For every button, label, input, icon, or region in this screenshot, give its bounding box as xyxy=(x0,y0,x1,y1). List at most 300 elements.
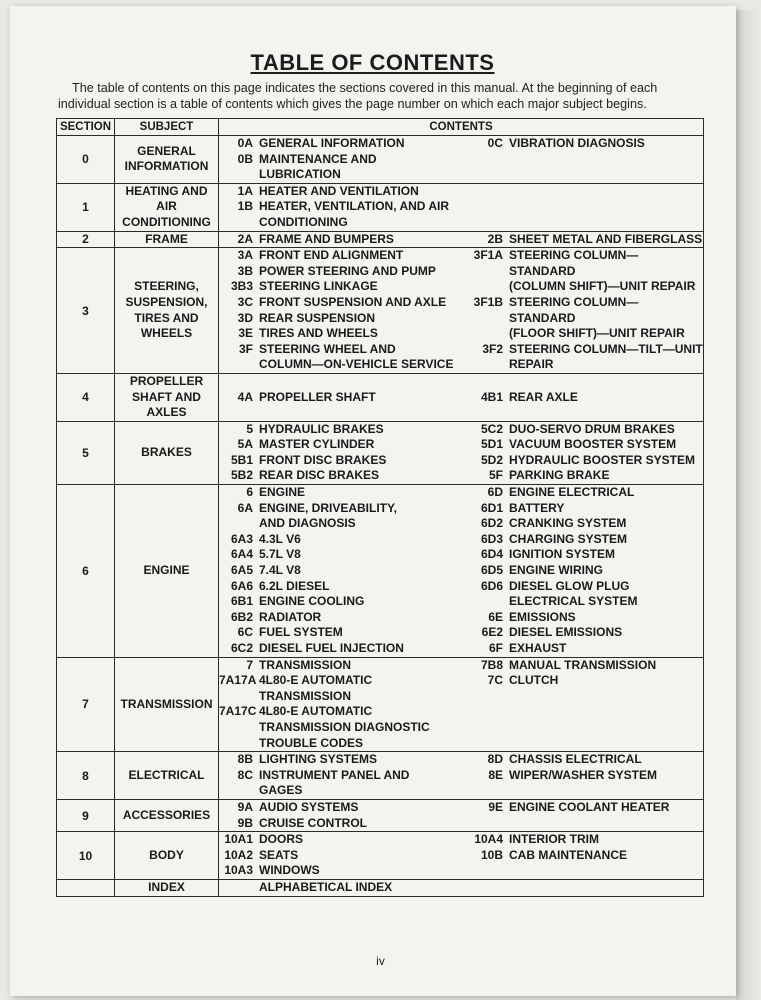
entry-title-line: STEERING COLUMN—STANDARD xyxy=(509,294,639,325)
entry-title-line: CHARGING SYSTEM xyxy=(509,531,628,546)
list-item xyxy=(463,547,703,563)
entry-title xyxy=(259,563,463,579)
list-item xyxy=(219,547,463,563)
list-item xyxy=(219,594,463,610)
entry-title-line: (COLUMN SHIFT)—UNIT REPAIR xyxy=(509,279,696,294)
contents-column-left xyxy=(219,485,463,657)
table-header-row xyxy=(57,119,704,136)
list-item xyxy=(219,279,463,295)
entry-title-line: CLUTCH xyxy=(509,673,559,688)
subject-line: PROPELLER xyxy=(129,373,204,388)
entry-title xyxy=(259,863,463,879)
entry-code: 9B xyxy=(237,815,253,830)
entry-code: 3D xyxy=(237,310,253,325)
contents-columns xyxy=(219,232,703,248)
entry-title-line: DIESEL FUEL INJECTION xyxy=(259,641,404,655)
list-item xyxy=(463,563,703,579)
list-item xyxy=(463,453,703,469)
entry-title xyxy=(509,390,703,406)
entry-title xyxy=(509,752,703,768)
section-subject xyxy=(115,752,219,800)
section-subject xyxy=(115,373,219,421)
list-item xyxy=(463,501,703,517)
entry-title-line: GENERAL INFORMATION xyxy=(259,136,405,150)
list-item xyxy=(219,152,463,183)
list-item xyxy=(463,641,703,657)
list-item xyxy=(219,184,463,200)
section-contents xyxy=(219,373,704,421)
entry-title-line: 4.3L V6 xyxy=(259,531,301,546)
section-number xyxy=(57,879,115,896)
subject-line: SUSPENSION, xyxy=(125,294,208,309)
entry-title xyxy=(259,136,463,152)
entry-code: 8D xyxy=(487,752,503,767)
contents-column-left xyxy=(219,752,463,799)
section-contents xyxy=(219,879,704,896)
entry-title-line: INSTRUMENT PANEL AND xyxy=(259,767,410,782)
entry-title-line: 4L80-E AUTOMATIC xyxy=(259,673,373,688)
section-contents xyxy=(219,421,704,484)
entry-title xyxy=(509,579,703,610)
entry-title xyxy=(259,752,463,768)
entry-title-line: AUDIO SYSTEMS xyxy=(259,799,359,814)
entry-title-line: DIESEL EMISSIONS xyxy=(509,625,623,640)
contents-column-left xyxy=(219,184,463,231)
intro-line-2: individual section is a table of contents which gives the page number on which each major subject begins. xyxy=(58,97,647,111)
entry-title-line: ENGINE COOLING xyxy=(259,594,365,609)
entry-title xyxy=(259,641,463,657)
contents-column-right xyxy=(463,248,703,373)
subject-line: ENGINE xyxy=(143,563,190,578)
entry-code: 6A6 xyxy=(230,578,253,593)
list-item xyxy=(463,768,703,784)
contents-column-left xyxy=(219,248,463,373)
entry-code: 3E xyxy=(238,326,253,341)
list-item xyxy=(219,295,463,311)
entry-title-line: LIGHTING SYSTEMS xyxy=(259,752,378,767)
section-number: 1 xyxy=(57,183,115,231)
entry-title-line: SHEET METAL AND FIBERGLASS xyxy=(509,231,703,246)
entry-title xyxy=(259,832,463,848)
list-item xyxy=(219,673,463,704)
entry-title xyxy=(259,279,463,295)
entry-code: 10A3 xyxy=(224,863,253,878)
table-row xyxy=(57,136,704,184)
contents-column-right xyxy=(463,232,703,248)
table-row xyxy=(57,421,704,484)
contents-columns xyxy=(219,422,703,484)
table-row xyxy=(57,183,704,231)
table-row xyxy=(57,752,704,800)
entry-code: 9E xyxy=(488,799,503,814)
section-contents xyxy=(219,136,704,184)
section-contents xyxy=(219,231,704,248)
entry-title-line: COLUMN—ON-VEHICLE SERVICE xyxy=(259,357,454,372)
entry-title xyxy=(259,625,463,641)
list-item xyxy=(219,199,463,230)
entry-title-line: REAR AXLE xyxy=(509,389,578,404)
subject-line: CONDITIONING xyxy=(122,214,211,229)
entry-code: 8B xyxy=(237,752,253,767)
contents-column-right xyxy=(463,658,703,752)
entry-code: 6A4 xyxy=(230,547,253,562)
entry-code: 6F xyxy=(488,641,503,655)
entry-code: 5D1 xyxy=(480,437,503,452)
list-item xyxy=(463,848,703,864)
entry-code: 5D2 xyxy=(480,452,503,467)
entry-title-line: CONDITIONING xyxy=(259,214,348,229)
contents-column-left xyxy=(219,390,463,406)
entry-title-line: TRANSMISSION xyxy=(259,657,352,672)
entry-title-line: TIRES AND WHEELS xyxy=(259,326,378,341)
entry-code: 5F xyxy=(488,468,503,483)
list-item xyxy=(219,579,463,595)
section-number: 10 xyxy=(57,832,115,880)
entry-title xyxy=(259,610,463,626)
entry-title xyxy=(509,832,703,848)
section-number: 7 xyxy=(57,657,115,752)
entry-code: 7B8 xyxy=(480,657,503,672)
subject-line: INFORMATION xyxy=(124,159,209,174)
section-subject xyxy=(115,485,219,658)
list-item xyxy=(463,468,703,484)
list-item xyxy=(219,863,463,879)
entry-title xyxy=(259,880,463,896)
entry-title-line: ENGINE COOLANT HEATER xyxy=(509,799,670,814)
entry-title-line: CHASSIS ELECTRICAL xyxy=(509,752,642,767)
entry-title xyxy=(259,453,463,469)
section-subject xyxy=(115,421,219,484)
entry-code: 6A xyxy=(237,500,253,515)
header-contents: CONTENTS xyxy=(219,119,704,136)
contents-column-right xyxy=(463,832,703,879)
entry-title-line: LUBRICATION xyxy=(259,167,341,182)
entry-title xyxy=(509,673,703,689)
list-item xyxy=(463,625,703,641)
section-subject xyxy=(115,136,219,184)
list-item xyxy=(219,311,463,327)
entry-title-line: MAINTENANCE AND xyxy=(259,151,377,166)
entry-title-line: AND DIAGNOSIS xyxy=(259,516,356,531)
entry-code: 3A xyxy=(237,248,253,263)
entry-code: 3F1A xyxy=(473,248,503,263)
section-subject xyxy=(115,183,219,231)
section-contents xyxy=(219,183,704,231)
entry-title-line: 6.2L DIESEL xyxy=(259,578,330,593)
list-item xyxy=(463,422,703,438)
entry-code: 6A5 xyxy=(230,563,253,578)
entry-title xyxy=(509,610,703,626)
entry-title xyxy=(509,136,703,152)
entry-code xyxy=(219,880,259,896)
entry-code: 5 xyxy=(246,421,253,436)
entry-title xyxy=(509,437,703,453)
entry-title xyxy=(259,468,463,484)
section-subject xyxy=(115,879,219,896)
entry-title xyxy=(259,295,463,311)
list-item xyxy=(463,579,703,610)
entry-title xyxy=(259,547,463,563)
entry-title-line: MASTER CYLINDER xyxy=(259,437,375,452)
entry-title-line: TRANSMISSION DIAGNOSTIC xyxy=(259,719,430,734)
entry-code: 10A1 xyxy=(224,832,253,847)
entry-title xyxy=(509,547,703,563)
page-number: iv xyxy=(376,954,385,968)
entry-title-line: (FLOOR SHIFT)—UNIT REPAIR xyxy=(509,326,685,341)
entry-title xyxy=(259,704,463,751)
page-edge-shadow xyxy=(736,10,761,1000)
contents-column-left xyxy=(219,422,463,484)
table-row xyxy=(57,832,704,880)
entry-code: 6D1 xyxy=(480,500,503,515)
entry-code: 10A2 xyxy=(224,847,253,862)
entry-title-line: 7.4L V8 xyxy=(259,563,301,578)
list-item xyxy=(463,295,703,342)
page-title: TABLE OF CONTENTS xyxy=(250,50,495,75)
entry-title-line: DUO-SERVO DRUM BRAKES xyxy=(509,421,675,436)
intro-line-1: The table of contents on this page indicates the sections covered in this manual. At the beginning of each xyxy=(72,81,658,95)
subject-line: BRAKES xyxy=(141,445,192,460)
contents-column-right xyxy=(463,390,703,406)
entry-code: 3F xyxy=(238,341,253,356)
entry-title xyxy=(259,422,463,438)
list-item xyxy=(463,752,703,768)
list-item xyxy=(463,232,703,248)
list-item xyxy=(219,501,463,532)
table-row xyxy=(57,657,704,752)
list-item xyxy=(219,768,463,799)
entry-title-line: FRONT SUSPENSION AND AXLE xyxy=(259,294,447,309)
entry-title-line: CRANKING SYSTEM xyxy=(509,516,627,531)
entry-code: 6 xyxy=(246,485,253,500)
list-item xyxy=(463,832,703,848)
list-item xyxy=(219,485,463,501)
list-item xyxy=(219,453,463,469)
list-item xyxy=(219,610,463,626)
intro-paragraph xyxy=(58,80,708,112)
entry-title-line: INTERIOR TRIM xyxy=(509,832,599,847)
entry-title-line: STEERING WHEEL AND xyxy=(259,341,396,356)
entry-title-line: REAR DISC BRAKES xyxy=(259,468,380,483)
entry-code: 0A xyxy=(237,136,253,150)
contents-columns xyxy=(219,752,703,799)
entry-title-line: HEATER, VENTILATION, AND AIR xyxy=(259,199,449,214)
subject-line: AXLES xyxy=(146,405,187,420)
entry-title-line: BATTERY xyxy=(509,500,565,515)
section-contents xyxy=(219,485,704,658)
entry-code: 6E2 xyxy=(481,625,503,640)
entry-title-line: FRONT DISC BRAKES xyxy=(259,452,387,467)
list-item xyxy=(463,248,703,295)
contents-column-left xyxy=(219,136,463,183)
subject-line: AIR xyxy=(156,199,177,214)
section-contents xyxy=(219,752,704,800)
entry-title xyxy=(259,311,463,327)
entry-title-line: ELECTRICAL SYSTEM xyxy=(509,594,638,609)
list-item xyxy=(219,264,463,280)
entry-title xyxy=(509,422,703,438)
contents-column-left xyxy=(219,232,463,248)
entry-title-line: STEERING COLUMN—TILT—UNIT xyxy=(509,341,703,356)
list-item xyxy=(219,832,463,848)
entry-title xyxy=(259,768,463,799)
entry-code: 6E xyxy=(488,609,503,624)
entry-title-line: EXHAUST xyxy=(509,641,567,655)
entry-title xyxy=(509,295,703,342)
section-contents xyxy=(219,657,704,752)
entry-title-line: CRUISE CONTROL xyxy=(259,815,367,830)
table-row xyxy=(57,799,704,831)
section-subject xyxy=(115,799,219,831)
entry-title-line: 5.7L V8 xyxy=(259,547,301,562)
entry-title-line: VIBRATION DIAGNOSIS xyxy=(509,136,645,150)
list-item xyxy=(463,800,703,816)
entry-title xyxy=(259,816,463,832)
entry-title-line: WINDOWS xyxy=(259,863,320,878)
entry-title xyxy=(259,326,463,342)
entry-title-line: PROPELLER SHAFT xyxy=(259,389,376,404)
entry-code: 7A17A xyxy=(219,673,257,688)
contents-columns xyxy=(219,880,703,896)
contents-column-left xyxy=(219,832,463,879)
contents-column-right xyxy=(463,422,703,484)
list-item xyxy=(219,752,463,768)
subject-line: TRANSMISSION xyxy=(120,696,213,711)
contents-columns xyxy=(219,136,703,183)
contents-columns xyxy=(219,248,703,373)
subject-line: INDEX xyxy=(148,879,185,894)
entry-title xyxy=(509,532,703,548)
section-contents xyxy=(219,248,704,374)
list-item xyxy=(463,390,703,406)
entry-title xyxy=(509,516,703,532)
contents-column-right xyxy=(463,800,703,831)
section-number: 0 xyxy=(57,136,115,184)
section-number: 6 xyxy=(57,485,115,658)
list-item xyxy=(219,625,463,641)
entry-title-line: ENGINE ELECTRICAL xyxy=(509,485,635,500)
entry-title xyxy=(259,342,463,373)
entry-code: 6D3 xyxy=(480,531,503,546)
list-item xyxy=(219,342,463,373)
entry-title-line: PARKING BRAKE xyxy=(509,468,610,483)
entry-title xyxy=(259,673,463,704)
entry-title-line: ENGINE, DRIVEABILITY, xyxy=(259,500,398,515)
entry-code: 6D5 xyxy=(480,563,503,578)
entry-title-line: WIPER/WASHER SYSTEM xyxy=(509,767,658,782)
entry-code: 8C xyxy=(237,767,253,782)
list-item xyxy=(219,468,463,484)
entry-code: 6C2 xyxy=(230,641,253,655)
entry-code: 5A xyxy=(237,437,253,452)
contents-column-right xyxy=(463,485,703,657)
entry-title xyxy=(259,501,463,532)
entry-title xyxy=(509,625,703,641)
section-number: 8 xyxy=(57,752,115,800)
list-item xyxy=(219,800,463,816)
entry-code: 2A xyxy=(237,231,253,246)
entry-title xyxy=(259,848,463,864)
subject-line: WHEELS xyxy=(140,326,193,341)
subject-line: ELECTRICAL xyxy=(128,767,205,782)
contents-columns xyxy=(219,800,703,831)
list-item xyxy=(219,880,463,896)
table-row xyxy=(57,248,704,374)
header-subject: SUBJECT xyxy=(115,119,219,136)
entry-code: 8E xyxy=(488,767,503,782)
contents-column-right xyxy=(463,184,703,231)
entry-title xyxy=(509,342,703,373)
entry-code: 6D4 xyxy=(480,547,503,562)
contents-column-left xyxy=(219,800,463,831)
entry-code: 0B xyxy=(237,151,253,166)
entry-title xyxy=(259,184,463,200)
entry-code: 10B xyxy=(480,847,503,862)
subject-line: ACCESSORIES xyxy=(122,807,211,822)
list-item xyxy=(463,532,703,548)
entry-title-line: ENGINE xyxy=(259,485,306,500)
entry-title xyxy=(509,658,703,674)
contents-column-right xyxy=(463,880,703,896)
entry-title-line: 4L80-E AUTOMATIC xyxy=(259,704,373,719)
entry-title xyxy=(259,437,463,453)
list-item xyxy=(219,532,463,548)
entry-title-line: RADIATOR xyxy=(259,609,322,624)
entry-code: 3B xyxy=(237,263,253,278)
section-number: 9 xyxy=(57,799,115,831)
list-item xyxy=(219,641,463,657)
list-item xyxy=(219,437,463,453)
section-number: 2 xyxy=(57,231,115,248)
entry-title xyxy=(259,152,463,183)
entry-title-line: FRONT END ALIGNMENT xyxy=(259,248,404,263)
contents-column-right xyxy=(463,752,703,799)
contents-column-right xyxy=(463,136,703,183)
entry-code: 6D2 xyxy=(480,516,503,531)
entry-title-line: HYDRAULIC BRAKES xyxy=(259,421,384,436)
subject-line: STEERING, xyxy=(134,279,199,294)
entry-code: 2B xyxy=(487,231,503,246)
contents-columns xyxy=(219,390,703,406)
entry-code: 6B2 xyxy=(230,609,253,624)
entry-title xyxy=(509,641,703,657)
list-item xyxy=(463,342,703,373)
section-number: 4 xyxy=(57,373,115,421)
list-item xyxy=(463,658,703,674)
entry-title-line: IGNITION SYSTEM xyxy=(509,547,616,562)
entry-title xyxy=(259,658,463,674)
entry-code: 7C xyxy=(487,673,503,688)
list-item xyxy=(219,704,463,751)
entry-title-line: REAR SUSPENSION xyxy=(259,310,376,325)
entry-code: 4B1 xyxy=(480,389,503,404)
entry-title xyxy=(259,390,463,406)
entry-title-line: FRAME AND BUMPERS xyxy=(259,231,394,246)
entry-title xyxy=(509,232,703,248)
section-subject xyxy=(115,657,219,752)
entry-title-line: TROUBLE CODES xyxy=(259,735,364,750)
entry-title-line: POWER STEERING AND PUMP xyxy=(259,263,436,278)
list-item xyxy=(219,326,463,342)
entry-title xyxy=(259,532,463,548)
entry-title xyxy=(509,501,703,517)
entry-title-line: HYDRAULIC BOOSTER SYSTEM xyxy=(509,452,696,467)
list-item xyxy=(463,437,703,453)
entry-title-line: REPAIR xyxy=(509,357,554,372)
entry-code: 3C xyxy=(237,294,253,309)
list-item xyxy=(463,136,703,152)
table-row xyxy=(57,485,704,658)
